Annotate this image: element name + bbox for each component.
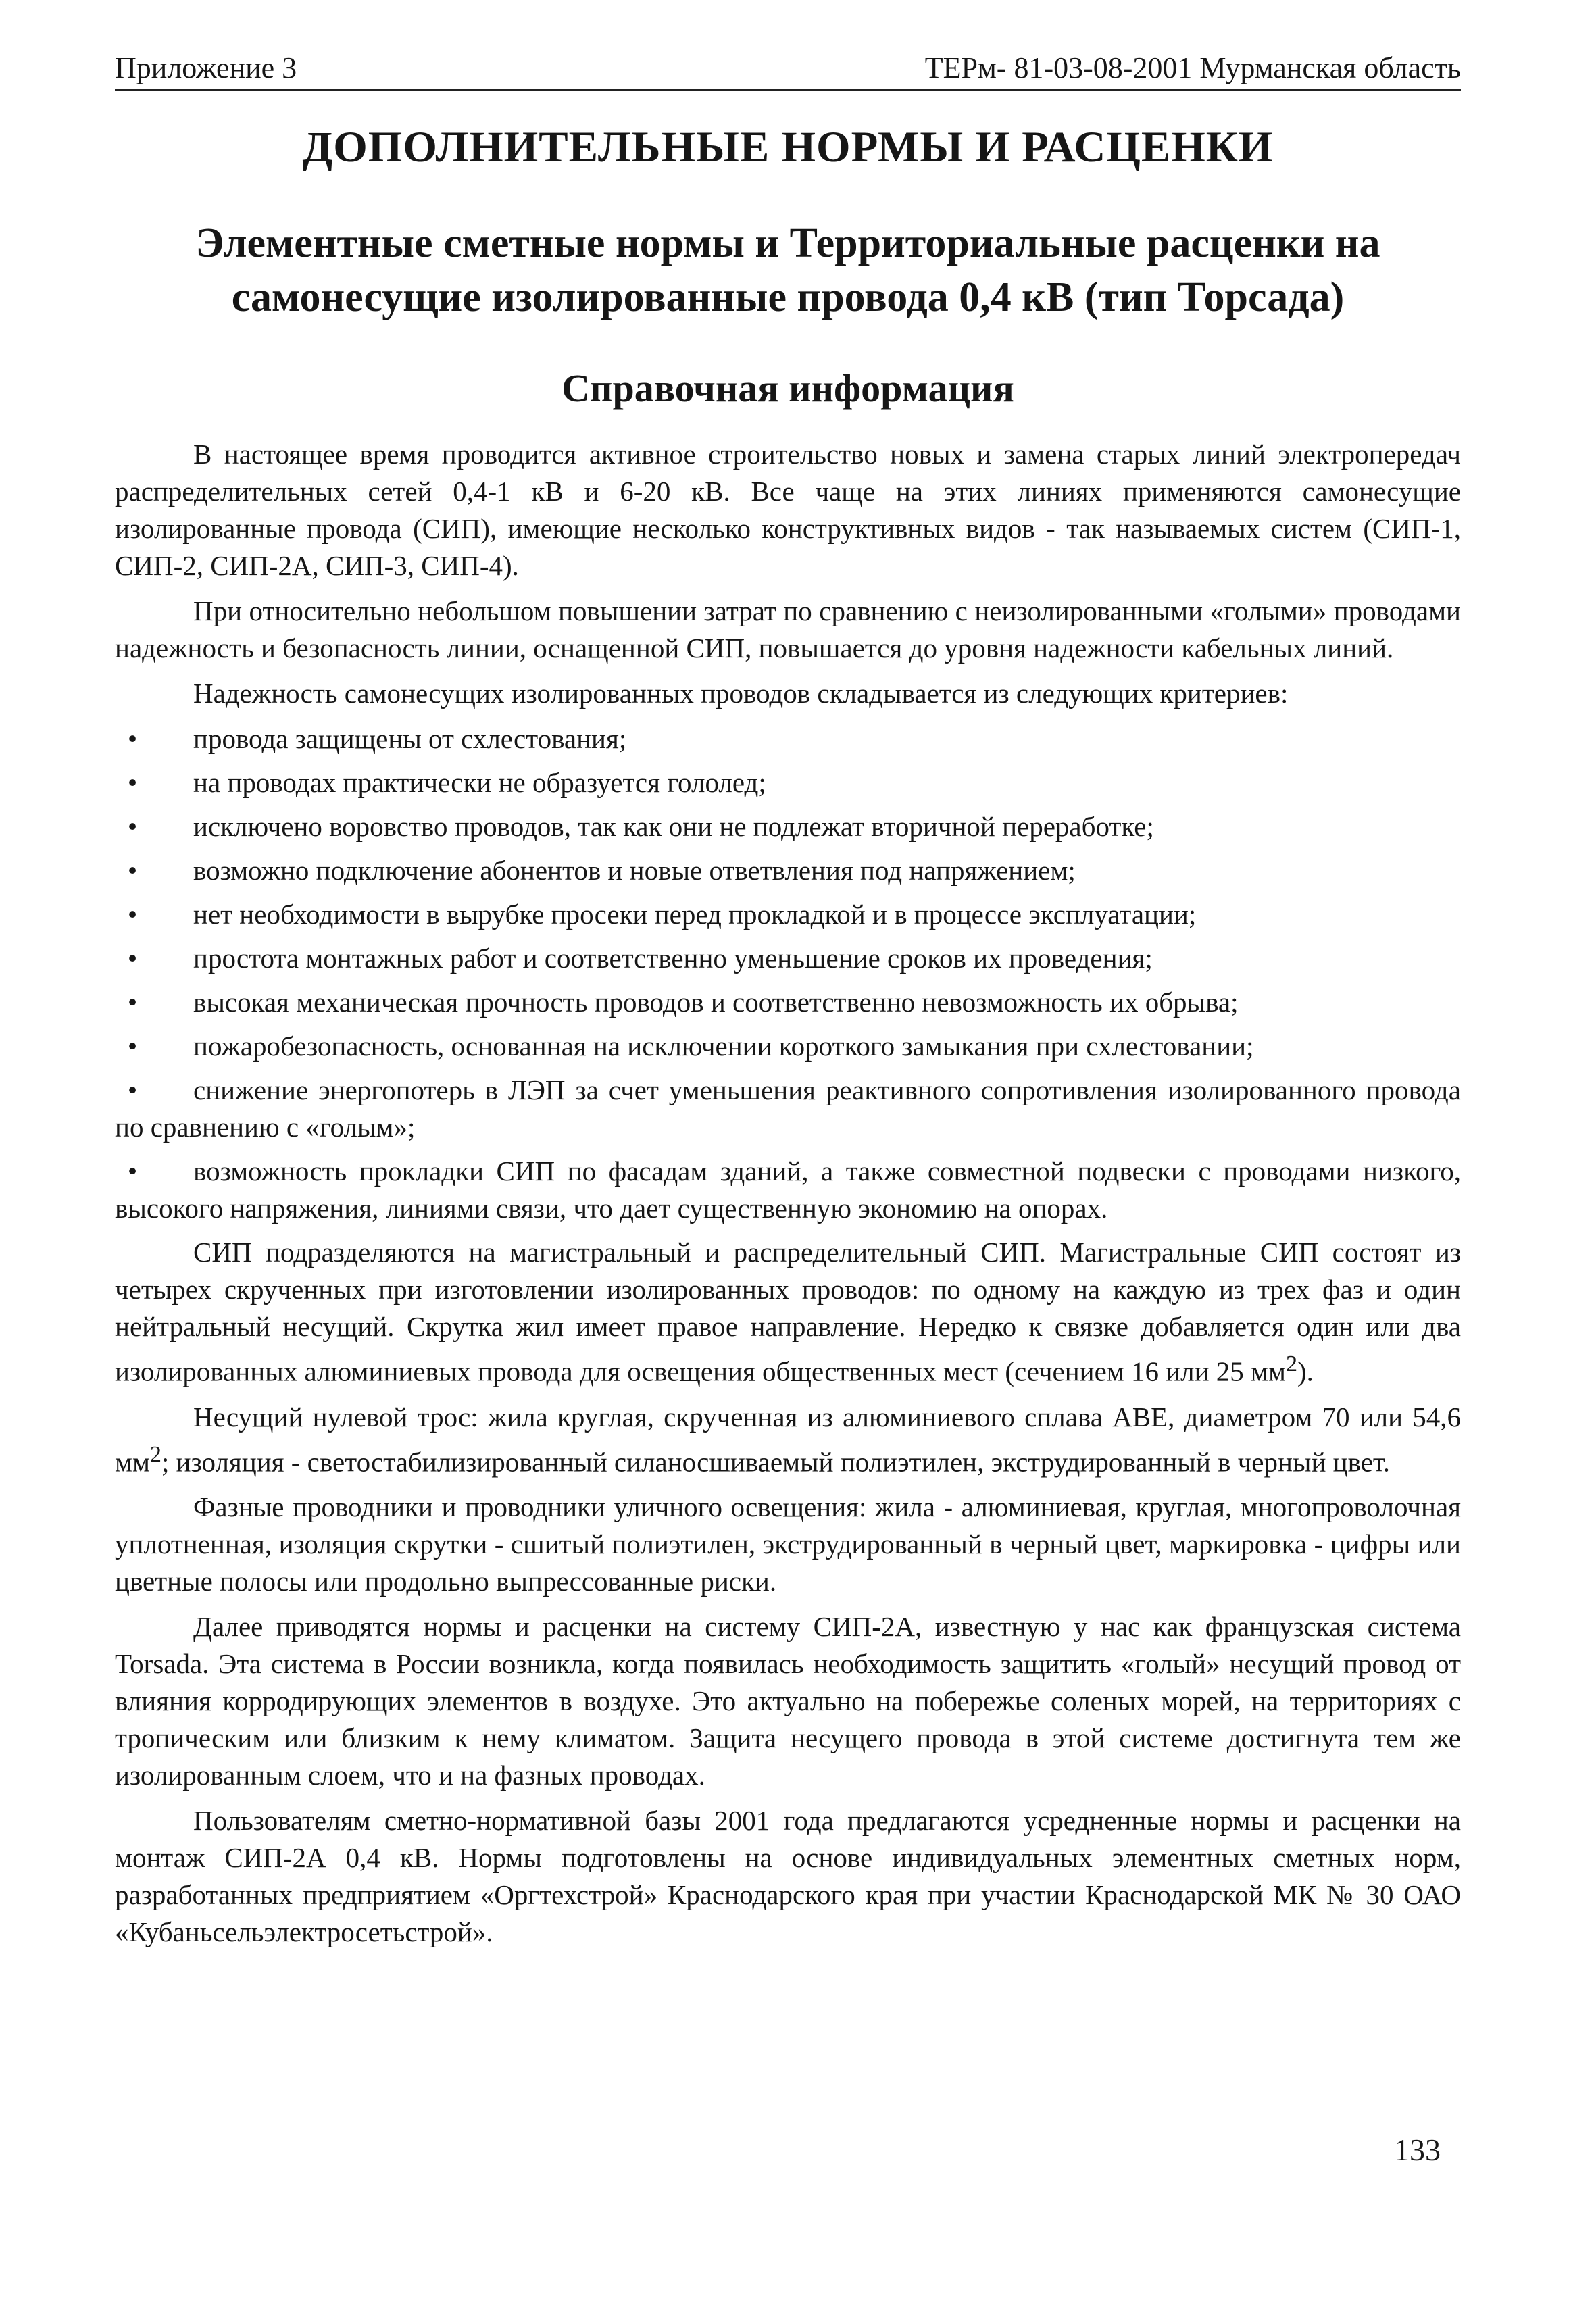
list-item-text: высокая механическая прочность проводов и соответственно невозможность их обрыва; <box>193 987 1239 1018</box>
body-text <box>115 436 1461 1959</box>
bullet-icon: • <box>127 723 138 754</box>
bullet-icon: • <box>127 1030 138 1062</box>
list-item <box>115 940 1461 977</box>
criteria-list <box>115 720 1461 1227</box>
list-item <box>115 720 1461 757</box>
list-item <box>115 896 1461 933</box>
paragraph-users-note: Пользователям сметно-нормативной базы 2001 года предлагаются усредненные нормы и расценки на монтаж СИП-2А 0,4 кВ. Нормы подготовлены на основе индивидуальных элементных сметных норм, разработанных предприятием «Оргтехстрой» Краснодарского края при участии Краснодарской МК № 30 ОАО «Кубаньсельэлектросетьстрой». <box>115 1805 1461 1948</box>
paragraph-sip-types <box>115 1234 1461 1391</box>
paragraph-criteria-intro: Надежность самонесущих изолированных проводов складывается из следующих критериев: <box>193 678 1289 709</box>
header-appendix-label: Приложение 3 <box>115 51 297 84</box>
bullet-icon: • <box>127 1074 138 1105</box>
page-header <box>115 47 1461 91</box>
paragraph-torsada-system: Далее приводятся нормы и расценки на систему СИП-2А, известную у нас как французская система Torsada. Эта система в России возникла, когда появилась необходимость защитить «голый» несущий провод от влияния корродирующих элементов в воздухе. Это актуально на побережье соленых морей, на территориях с тропическим или близким к нему климатом. Защита несущего провода в этой системе достигнута тем же изолированным слоем, что и на фазных проводах. <box>115 1611 1461 1791</box>
paragraph-cost-reliability: При относительно небольшом повышении затрат по сравнению с неизолированными «голыми» проводами надежность и безопасность линии, оснащенной СИП, повышается до уровня надежности кабельных линий. <box>115 595 1461 664</box>
list-item-text: возможно подключение абонентов и новые ответвления под напряжением; <box>193 855 1076 886</box>
list-item-text: нет необходимости в вырубке просеки перед прокладкой и в процессе эксплуатации; <box>193 899 1197 930</box>
paragraph-carrier-cable-end: ; изоляция - светостабилизированный силаносшиваемый полиэтилен, экструдированный в черный цвет. <box>161 1446 1390 1478</box>
subtitle <box>115 216 1461 324</box>
subtitle-line-2: самонесущие изолированные провода 0,4 кВ (тип Торсада) <box>231 274 1345 320</box>
list-item-text: возможность прокладки СИП по фасадам зданий, а также совместной подвески с проводами низкого, высокого напряжения, линиями связи, что дает существенную экономию на опорах. <box>115 1155 1461 1224</box>
bullet-icon: • <box>127 1155 138 1187</box>
subtitle-line-1: Элементные сметные нормы и Территориальные расценки на <box>195 220 1380 266</box>
superscript-square: 2 <box>149 1441 161 1467</box>
list-item <box>115 1028 1461 1065</box>
header-document-code: ТЕРм- 81-03-08-2001 Мурманская область <box>924 51 1461 84</box>
list-item <box>115 808 1461 845</box>
list-item-text: пожаробезопасность, основанная на исключении короткого замыкания при схлестовании; <box>193 1030 1254 1062</box>
bullet-icon: • <box>127 855 138 886</box>
paragraph-phase-conductors: Фазные проводники и проводники уличного освещения: жила - алюминиевая, круглая, многопроволочная уплотненная, изоляция скрутки - сшитый полиэтилен, экструдированный в черный цвет, маркировка - цифры или цветные полосы или продольно выпрессованные риски. <box>115 1491 1461 1597</box>
list-item <box>115 1153 1461 1227</box>
bullet-icon: • <box>127 987 138 1018</box>
section-title: Справочная информация <box>562 366 1014 410</box>
list-item-text: на проводах практически не образуется гололед; <box>193 767 766 798</box>
bullet-icon: • <box>127 899 138 930</box>
paragraph-carrier-cable-text: Несущий нулевой трос: жила круглая, скрученная из алюминиевого сплава АВЕ, диаметром 70 или 54,6 мм <box>115 1401 1461 1478</box>
bullet-icon: • <box>127 811 138 842</box>
page-number: 133 <box>1394 2133 1441 2167</box>
paragraph-carrier-cable <box>115 1399 1461 1481</box>
paragraph-sip-types-end: ). <box>1297 1355 1314 1387</box>
list-item <box>115 764 1461 801</box>
list-item <box>115 1072 1461 1146</box>
list-item-text: провода защищены от схлестования; <box>193 723 627 754</box>
paragraph-intro: В настоящее время проводится активное строительство новых и замена старых линий электропередач распределительных сетей 0,4-1 кВ и 6-20 кВ. Все чаще на этих линиях применяются самонесущие изолированные провода (СИП), имеющие несколько конструктивных видов - так называемых систем (СИП-1, СИП-2, СИП-2А, СИП-3, СИП-4). <box>115 439 1461 581</box>
list-item <box>115 984 1461 1021</box>
list-item-text: снижение энергопотерь в ЛЭП за счет уменьшения реактивного сопротивления изолированного провода по сравнению с «голым»; <box>115 1074 1461 1143</box>
list-item-text: исключено воровство проводов, так как они не подлежат вторичной переработке; <box>193 811 1154 842</box>
list-item <box>115 852 1461 889</box>
paragraph-sip-types-text: СИП подразделяются на магистральный и распределительный СИП. Магистральные СИП состоят из четырех скрученных при изготовлении изолированных проводов: по одному на каждую из трех фаз и один нейтральный несущий. Скрутка жил имеет правое направление. Нередко к связке добавляется один или два изолированных алюминиевых провода для освещения общественных мест (сечением 16 или 25 мм <box>115 1237 1461 1387</box>
list-item-text: простота монтажных работ и соответственно уменьшение сроков их проведения; <box>193 943 1153 974</box>
bullet-icon: • <box>127 767 138 798</box>
superscript-square: 2 <box>1285 1351 1298 1376</box>
main-title: ДОПОЛНИТЕЛЬНЫЕ НОРМЫ И РАСЦЕНКИ <box>302 123 1274 172</box>
bullet-icon: • <box>127 943 138 974</box>
